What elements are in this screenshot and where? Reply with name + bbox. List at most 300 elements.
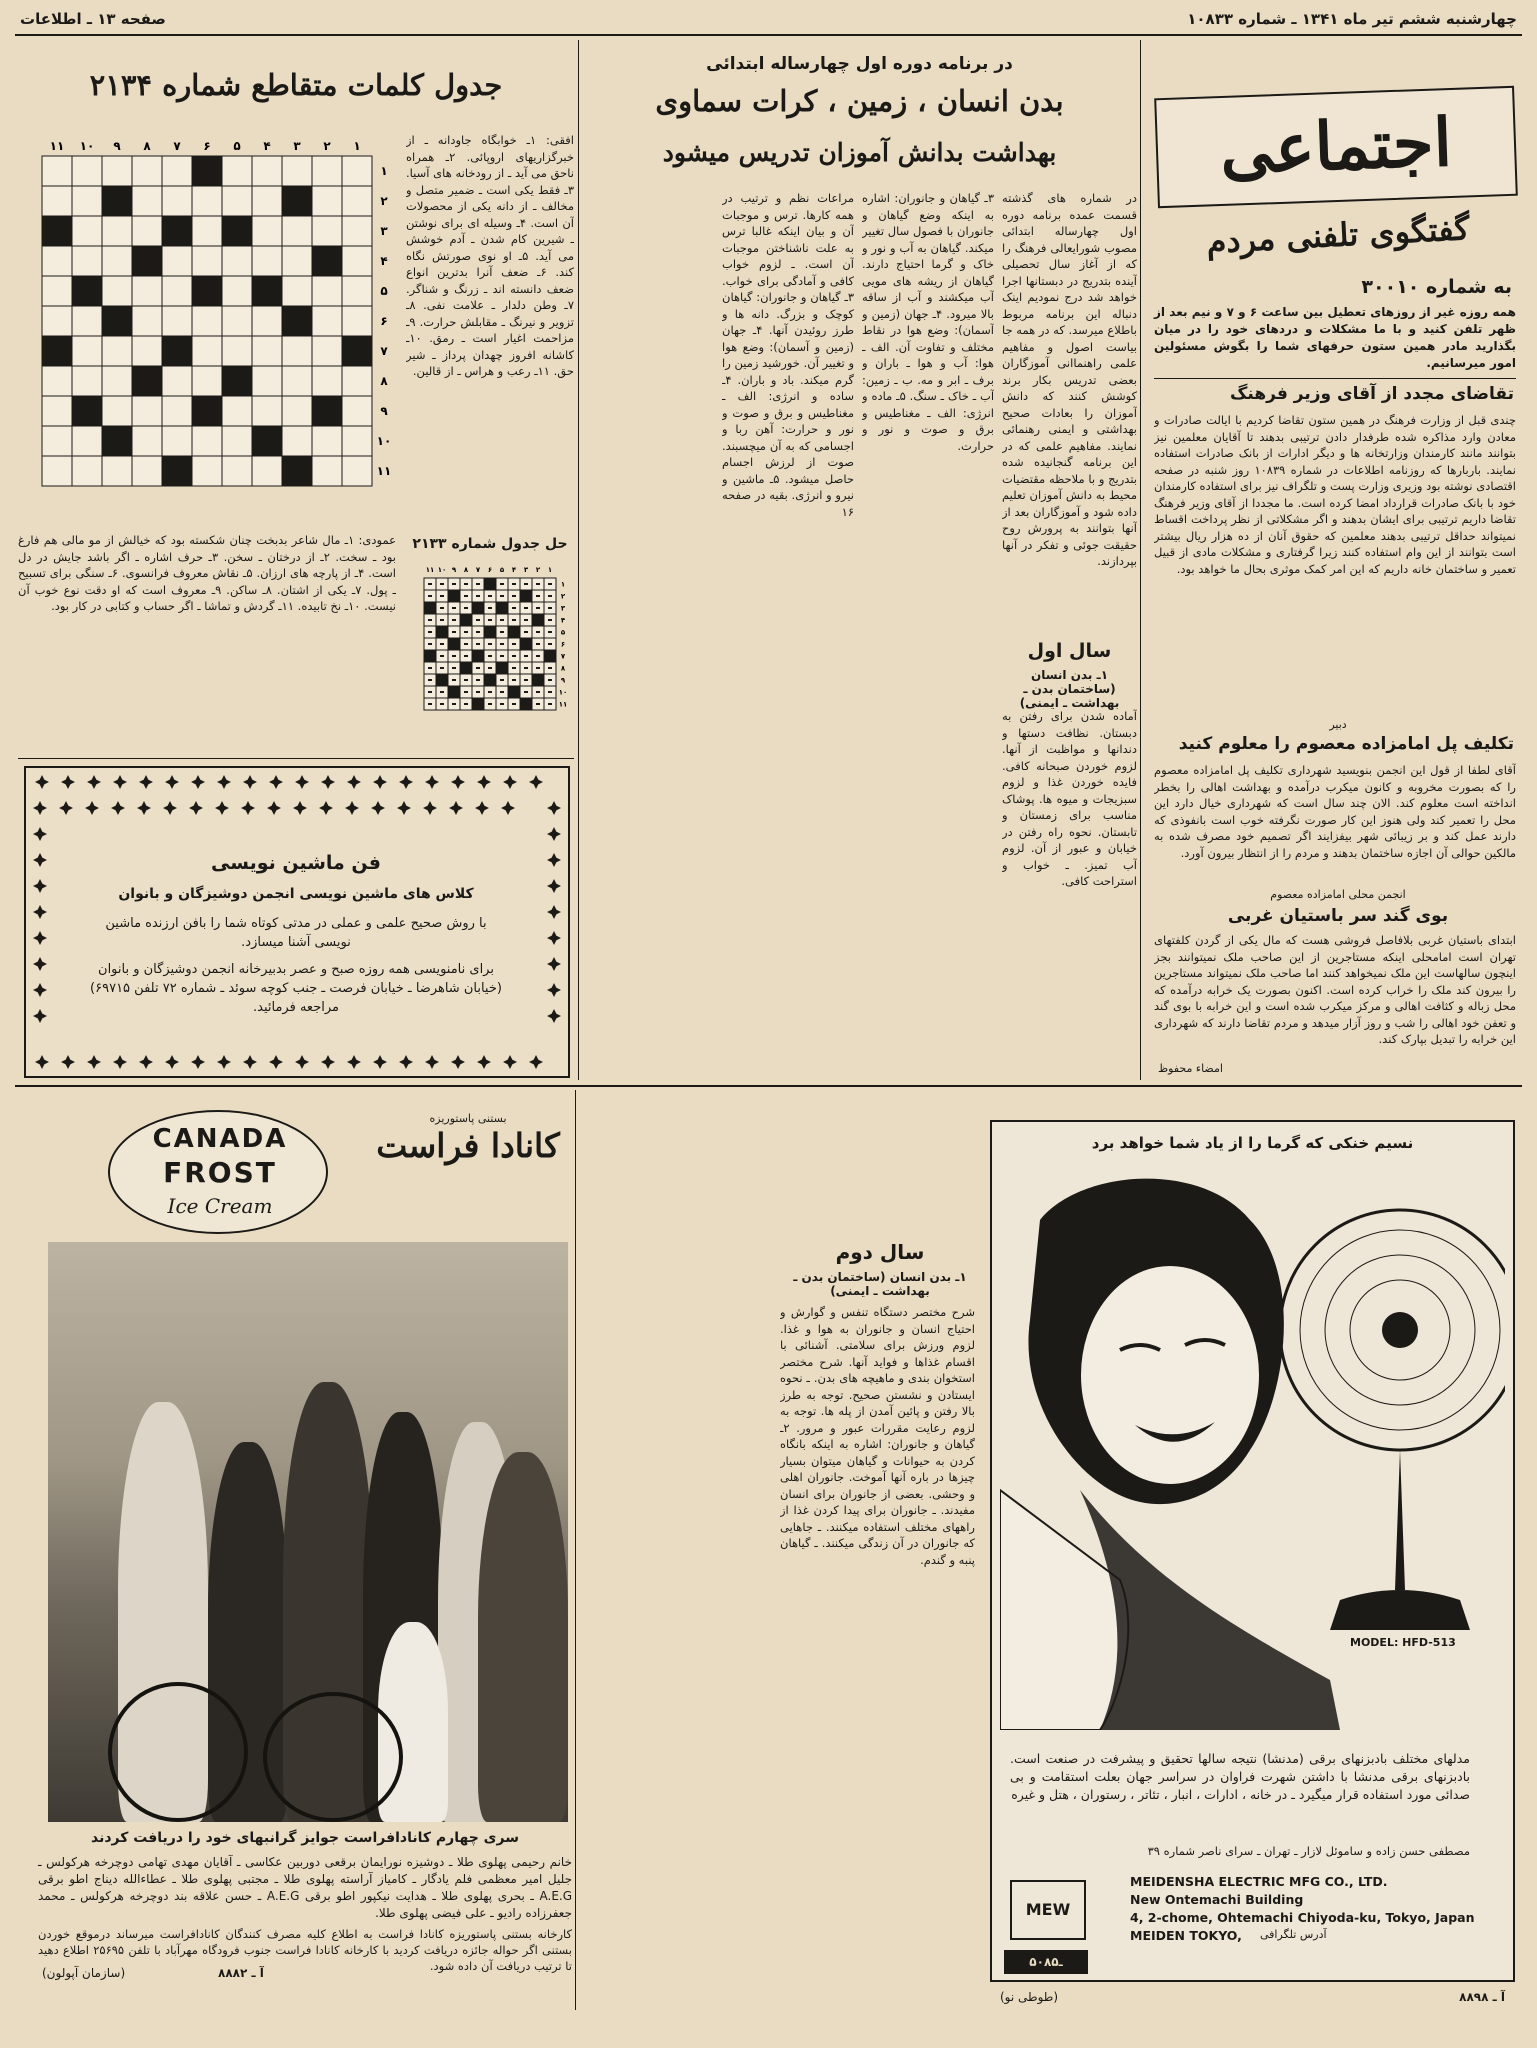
grid-column-number: ۶ xyxy=(487,566,493,574)
grid-row-number: ۴ xyxy=(380,254,388,268)
grid-row-number: ۵ xyxy=(380,284,388,298)
ornament-flower xyxy=(345,801,359,815)
typing-ad-line1: با روش صحیح علمی و عملی در مدتی کوتاه شما را بافن ارزنده ماشین نویسی آشنا میسازد. xyxy=(105,916,487,950)
grid-column-number: ۲ xyxy=(535,566,541,574)
ornament-flower xyxy=(547,801,561,815)
crossword-black-cell xyxy=(520,590,532,602)
ornament-flower xyxy=(243,1055,257,1069)
item3-body: ابتدای باستیان غربی بلافاصل فروشی هست که مال یکی از گردن کلفتهای تهران است امامحلی اینکه مستاجرین از این صاحب ملک نمیتوانند بجز اینچون سالهاست این ملک نمیخواهد کنند اما صاحب ملک نمیتواند مستاجرین را بیرون کند ملک را خراب کرده است. اکنون بصورت یک خرابه درآمده که محل زباله و کثافت اهالی و مرکز میکرب شده است و این خرابه با بوی گند و تعفن خود اهالی را شب و روز آزار میدهد و مردم تقاضا دارند که شهرداری این خرابه را تبدیل بپارک کند. xyxy=(1154,933,1516,1046)
brand-fa: کانادا فراست xyxy=(376,1126,560,1165)
fan-agency: (طوطی نو) xyxy=(1000,1990,1059,2004)
crossword-cell xyxy=(252,216,282,246)
grid-column-number: ۷ xyxy=(475,566,481,574)
year1-heading: سال اول xyxy=(1027,640,1112,662)
answer-letter-mark xyxy=(464,691,468,693)
ornament-flower xyxy=(87,775,101,789)
crossword-black-cell xyxy=(436,626,448,638)
crossword-black-cell xyxy=(72,396,102,426)
crossword-black-cell xyxy=(222,216,252,246)
ornament-flower xyxy=(503,1055,517,1069)
crossword-black-cell xyxy=(192,276,222,306)
answer-letter-mark xyxy=(512,607,516,609)
answer-letter-mark xyxy=(476,691,480,693)
answer-letter-mark xyxy=(452,607,456,609)
crossword-cell xyxy=(282,336,312,366)
crossword-black-cell xyxy=(424,650,436,662)
brand-en-1: CANADA xyxy=(152,1124,288,1154)
crossword-cell xyxy=(222,426,252,456)
crossword-black-cell xyxy=(448,686,460,698)
ornament-flower xyxy=(295,1055,309,1069)
crossword-cell xyxy=(72,306,102,336)
crossword-cell xyxy=(132,396,162,426)
ornament-flower xyxy=(35,1055,49,1069)
answer-letter-mark xyxy=(428,583,432,585)
crossword-cell xyxy=(102,336,132,366)
item1-title: تقاضای مجدد از آقای وزیر فرهنگ xyxy=(1230,384,1514,404)
answer-letter-mark xyxy=(488,667,492,669)
crossword-cell xyxy=(162,246,192,276)
crossword-black-cell xyxy=(252,426,282,456)
ornament-flower xyxy=(547,853,561,867)
typing-ad-line2: برای نامنویسی همه روزه صبح و عصر بدبیرخانه انجمن دوشیزگان و بانوان (خیابان شاهرضا ـ خیابان فرصت ـ جنب کوچه سوئد ـ شماره ۷۲ تلفن ۶۹۷۱۵) مراجعه فرمائید. xyxy=(90,962,502,1015)
fan-model: MODEL: HFD-513 xyxy=(1350,1636,1456,1649)
grid-column-number: ۱۱ xyxy=(49,139,65,153)
ornament-flower xyxy=(503,775,517,789)
ornament-flower xyxy=(243,775,257,789)
ornament-flower xyxy=(267,801,281,815)
answer-grid xyxy=(418,560,568,730)
crossword-cell xyxy=(132,276,162,306)
grid-row-number: ۱ xyxy=(560,580,566,589)
crossword-cell xyxy=(72,366,102,396)
crossword-cell xyxy=(342,456,372,486)
crossword-cell xyxy=(222,156,252,186)
ornament-flower xyxy=(547,957,561,971)
answer-letter-mark xyxy=(500,691,504,693)
grid-row-number: ۶ xyxy=(560,640,566,649)
crossword-cell xyxy=(72,216,102,246)
crossword-cell xyxy=(252,246,282,276)
crossword-black-cell xyxy=(496,662,508,674)
crossword-cell xyxy=(102,246,132,276)
ornament-flower xyxy=(33,931,47,945)
crossword-cell xyxy=(342,276,372,306)
crossword-cell xyxy=(222,306,252,336)
ornament-flower xyxy=(33,1009,47,1023)
answer-letter-mark xyxy=(488,607,492,609)
crossword-cell xyxy=(312,186,342,216)
answer-letter-mark xyxy=(512,679,516,681)
crossword-cell xyxy=(42,396,72,426)
crossword-cell xyxy=(192,186,222,216)
answer-letter-mark xyxy=(428,667,432,669)
crossword-cell xyxy=(72,156,102,186)
ornament-flower xyxy=(61,1055,75,1069)
meidensha-fan-ad[interactable] xyxy=(990,1120,1515,2010)
crossword-black-cell xyxy=(448,638,460,650)
canada-frost-ad[interactable] xyxy=(18,1090,572,2015)
grid-column-number: ۹ xyxy=(451,566,457,574)
prize-winners-photo xyxy=(48,1242,568,1822)
answer-letter-mark xyxy=(440,655,444,657)
article-col-e: شرح مختصر دستگاه تنفس و گوارش و احتیاج انسان و جانوران به هوا و غذا. لزوم ورزش برای سلامتی. آشنائی با اقسام غذاها و فواید آنها. شرح مختصر استخوان بندی و ماهیچه های بدن. ـ نحوه ایستادن و نشستن صحیح. توجه به طرز بالا رفتن و پائین آمدن از پله ها. توجه به لزوم رعایت مقررات عبور و مرور. ۲ـ گیاهان و جانوران: اشاره به اینکه بانگاه کردن به حیوانات و گیاهان میتوان بسیار چیزها در باره آنها آموخت. جانوران اهلی و وحشی. بعضی از جانوران برای انسان مفیدند. ـ جانوران برای پیدا کردن غذا از راههای مختلف استفاده میکنند. ـ جاهایی که جانوران در آن زندگی میکنند. ـ گیاهان پنبه و گندم. xyxy=(780,1305,975,1567)
ornament-flower xyxy=(319,801,333,815)
fan-agent: مصطفی حسن زاده و ساموئل لازار ـ تهران ـ سرای ناصر شماره ۳۹ xyxy=(1147,1844,1470,1858)
answer-letter-mark xyxy=(536,691,540,693)
answer-letter-mark xyxy=(548,691,552,693)
ornament-flower xyxy=(33,905,47,919)
ornament-flower xyxy=(425,1055,439,1069)
ornament-flower xyxy=(399,1055,413,1069)
crossword-cell xyxy=(312,336,342,366)
crossword-cell xyxy=(42,306,72,336)
answer-letter-mark xyxy=(464,607,468,609)
ornament-flower xyxy=(33,983,47,997)
crossword-cell xyxy=(342,216,372,246)
social-logo: اجتماعی xyxy=(1218,102,1454,190)
answer-letter-mark xyxy=(476,631,480,633)
grid-column-number: ۵ xyxy=(499,566,505,574)
answer-letter-mark xyxy=(476,619,480,621)
crossword-cell xyxy=(312,456,342,486)
crossword-cell xyxy=(222,246,252,276)
answer-letter-mark xyxy=(524,679,528,681)
answer-letter-mark xyxy=(536,595,540,597)
fan-address-1: New Ontemachi Building xyxy=(1130,1892,1304,1907)
crossword-cell xyxy=(252,396,282,426)
crossword-black-cell xyxy=(222,366,252,396)
ornament-flower xyxy=(547,879,561,893)
crossword-cell xyxy=(192,366,222,396)
crossword-black-cell xyxy=(192,396,222,426)
ornament-flower xyxy=(321,775,335,789)
crossword-horizontal-clues: افقی: ۱ـ خوابگاه جاودانه ـ از خبرگزاریهای اروپائی. ۲ـ همراه ناحق می آید ـ از رودخانه های آسیا. ۳ـ فقط یکی است ـ ضمیر متصل و مخالف ـ از دانه یکی از محصولات آن است. ۴ـ وسیله ای برای نوشتن ـ شیرین کام شدن ـ آدم خوشش می آید. ۵ـ او نوی صورتش نگاه کند. ۶ـ ضعف آنرا بدترین انواع ضعف دانسته اند ـ زرنگ و شناگر. ۷ـ وطن دلدار ـ علامت نفی. ۸ـ تزویر و نیرنگ ـ مقابلش حرارت. ۹ـ مزاحمت اغیار است ـ رمق. ۱۰ـ کاشانه افروز چهدان پرداز ـ شیر حق. ۱۱ـ رعب و هراس ـ از قالین. xyxy=(406,133,574,378)
answer-letter-mark xyxy=(500,703,504,705)
ornament-flower xyxy=(191,1055,205,1069)
answer-letter-mark xyxy=(548,619,552,621)
ornament-flower xyxy=(547,1009,561,1023)
grid-row-number: ۴ xyxy=(560,616,566,625)
article-col-b: ۳ـ گیاهان و جانوران: اشاره به اینکه وضع گیاهان و جانوران با فصول سال تغییر میکند. گیاهان به آب و نور و خاک و گرما احتیاج دارند. گیاهان از ریشه های مویی آب میکشند و آب از ساقه بالا میرود. ۴ـ جهان (زمین و آسمان): وضع هوا در نقاط مختلف و تفاوت آن. الف ـ هوا: آب و هوا ـ باران و برف ـ ابر و مه. ب ـ زمین: آب ـ خاک ـ سنگ. ۵ـ ماده و انرژی: الف ـ مغناطیس و برق و صوت و نور و حرارت. xyxy=(862,191,994,453)
answer-letter-mark xyxy=(464,643,468,645)
answer-title: حل جدول شماره ۲۱۳۳ xyxy=(412,536,568,552)
answer-letter-mark xyxy=(524,619,528,621)
crossword-cell xyxy=(342,156,372,186)
ornament-flower xyxy=(165,775,179,789)
grid-column-number: ۳ xyxy=(523,566,529,574)
answer-letter-mark xyxy=(512,595,516,597)
answer-letter-mark xyxy=(488,703,492,705)
crossword-cell xyxy=(342,246,372,276)
answer-letter-mark xyxy=(452,703,456,705)
answer-letter-mark xyxy=(488,595,492,597)
ornament-flower xyxy=(373,775,387,789)
answer-letter-mark xyxy=(428,595,432,597)
answer-letter-mark xyxy=(428,679,432,681)
brand-en-2: FROST xyxy=(163,1156,277,1189)
social-intro: همه روزه غیر از روزهای تعطیل بین ساعت ۶ و ۷ و نیم بعد از ظهر تلفن کنید و با ما مشکلات و دردهای خود را در میان بگذارید مادر همین ستون حرفهای شما را بگوش مسئولین امور میرسانیم. xyxy=(1154,305,1516,370)
fan-address-3: MEIDEN TOKYO, xyxy=(1130,1928,1242,1943)
ornament-flower xyxy=(529,1055,543,1069)
answer-letter-mark xyxy=(452,679,456,681)
answer-letter-mark xyxy=(464,679,468,681)
grid-row-number: ۱۱ xyxy=(558,700,568,709)
crossword-cell xyxy=(162,426,192,456)
fan-company: MEIDENSHA ELECTRIC MFG CO., LTD. xyxy=(1130,1874,1388,1889)
crossword-black-cell xyxy=(132,246,162,276)
crossword-cell xyxy=(192,216,222,246)
answer-letter-mark xyxy=(512,655,516,657)
crossword-cell xyxy=(162,276,192,306)
curriculum-article xyxy=(582,40,1137,1085)
crossword-black-cell xyxy=(472,602,484,614)
ornament-flower xyxy=(449,801,463,815)
crossword-cell xyxy=(282,426,312,456)
crossword-cell xyxy=(222,336,252,366)
crossword-black-cell xyxy=(472,650,484,662)
typing-ad-title: فن ماشین نویسی xyxy=(211,852,381,874)
grid-row-number: ۹ xyxy=(380,404,388,418)
social-column xyxy=(1148,40,1522,1085)
ornament-flower xyxy=(373,1055,387,1069)
article-title-1: بدن انسان ، زمین ، کرات سماوی xyxy=(655,84,1064,118)
answer-letter-mark xyxy=(548,679,552,681)
grid-row-number: ۳ xyxy=(560,604,566,613)
grid-row-number: ۸ xyxy=(560,664,566,673)
grid-column-number: ۸ xyxy=(143,139,151,153)
grid-row-number: ۸ xyxy=(380,374,388,388)
answer-letter-mark xyxy=(524,655,528,657)
crossword-cell xyxy=(102,456,132,486)
crossword-cell xyxy=(222,276,252,306)
crossword-cell xyxy=(72,336,102,366)
answer-letter-mark xyxy=(488,691,492,693)
crossword-cell xyxy=(252,456,282,486)
grid-row-number: ۵ xyxy=(560,628,566,637)
crossword-black-cell xyxy=(252,276,282,306)
divider xyxy=(1154,378,1516,379)
crossword-cell xyxy=(72,456,102,486)
answer-letter-mark xyxy=(512,583,516,585)
ornament-flower xyxy=(113,1055,127,1069)
grid-column-number: ۱ xyxy=(547,566,553,574)
answer-letter-mark xyxy=(440,607,444,609)
answer-letter-mark xyxy=(536,703,540,705)
ornament-flower xyxy=(425,775,439,789)
answer-letter-mark xyxy=(500,583,504,585)
crossword-cell xyxy=(342,306,372,336)
item2-body: آقای لطفا از قول این انجمن بنویسید شهرداری تکلیف پل امامزاده معصوم را که بصورت مخروبه و کانون میکرب درآمده و بهداشت اهالی را بخطر انداخته است معلوم کند. الان چند سال است که شهرداری خیال دارد این محل را تعمیر کند ولی هنوز این کار صورت نگرفته خوب است بانفوذی که دارند عمل کند و بر زیبائی شهر بیفزایند اگر تصمیم خود مصرف شده به مالکین حوالی آن اجازه ساختمان بدهند و مردم را از انتظار بیرون آورد. xyxy=(1154,763,1516,860)
answer-letter-mark xyxy=(464,583,468,585)
crossword-cell xyxy=(282,246,312,276)
grid-column-number: ۴ xyxy=(263,139,271,153)
crossword-black-cell xyxy=(532,674,544,686)
answer-letter-mark xyxy=(440,691,444,693)
article-col-a: در شماره های گذشته قسمت عمده برنامه دوره اول چهارساله ابتدائی مصوب شورایعالی فرهنگ را که از آغاز سال تحصیلی آینده بتدریج در دبستانها اجرا خواهد شد درج نمودیم اینک دنباله این برنامه مربوط باطلاع میرسد. که در همه جا بیاست اصول و مفاهیم علمی راهنماانی آموزگاران بعضی تدریس بکار برند کوشش کنند که دانش آموزان را بعادات صحیح بهداشتی و ایمنی رهنمائی نمایند. مفاهیم علمی که در این برنامه گنجانیده شده بتدریج و با ملاحظه مقتضیات محیط به دانش آموزان تعلیم داده شود و آموزگاران بعد از آنها بتوانند به پرورش روح حقیقت جوئی و تفکر در آنها بپردازند. xyxy=(1002,191,1137,568)
answer-letter-mark xyxy=(536,583,540,585)
answer-letter-mark xyxy=(524,607,528,609)
crossword-black-cell xyxy=(282,456,312,486)
answer-letter-mark xyxy=(500,679,504,681)
crossword-black-cell xyxy=(448,590,460,602)
year2-subheading: ۱ـ بدن انسان (ساختمان بدن ـ بهداشت ـ ایمنی) xyxy=(793,1270,967,1298)
ornament-flower xyxy=(111,801,125,815)
ornament-flower xyxy=(33,801,47,815)
crossword-black-cell xyxy=(102,426,132,456)
answer-letter-mark xyxy=(548,667,552,669)
ornament-flower xyxy=(451,1055,465,1069)
answer-letter-mark xyxy=(512,643,516,645)
crossword-cell xyxy=(132,336,162,366)
crossword-cell xyxy=(282,216,312,246)
answer-letter-mark xyxy=(476,583,480,585)
typing-school-ad[interactable] xyxy=(24,766,570,1078)
answer-letter-mark xyxy=(476,679,480,681)
ornament-flower xyxy=(33,853,47,867)
crossword-cell xyxy=(312,216,342,246)
year1-subheading: ۱ـ بدن انسان (ساختمان بدن ـ بهداشت ـ ایمنی) xyxy=(1019,668,1120,710)
grid-column-number: ۵ xyxy=(233,139,241,153)
ornament-flower xyxy=(529,775,543,789)
article-continuation xyxy=(580,1090,980,2015)
crossword-cell xyxy=(72,426,102,456)
grid-column-number: ۹ xyxy=(113,139,121,153)
crossword-cell xyxy=(132,156,162,186)
crossword-black-cell xyxy=(484,674,496,686)
crossword-cell xyxy=(342,396,372,426)
ornament-flower xyxy=(501,801,515,815)
answer-letter-mark xyxy=(428,703,432,705)
crossword-cell xyxy=(102,156,132,186)
ornament-flower xyxy=(547,983,561,997)
issue-date-header: چهارشنبه ششم تیر ماه ۱۳۴۱ ـ شماره ۱۰۸۳۳ xyxy=(1187,10,1517,28)
canada-frost-logo xyxy=(108,1110,328,1234)
answer-letter-mark xyxy=(464,655,468,657)
crossword-black-cell xyxy=(102,306,132,336)
crossword-cell xyxy=(252,366,282,396)
crossword-black-cell xyxy=(436,674,448,686)
phone-number-line: به شماره ۳۰۰۱۰ xyxy=(1361,276,1512,298)
canada-agency: (سازمان آپولون) xyxy=(42,1966,126,1980)
answer-letter-mark xyxy=(548,607,552,609)
crossword-grid[interactable] xyxy=(36,132,396,522)
answer-letter-mark xyxy=(428,631,432,633)
answer-letter-mark xyxy=(440,667,444,669)
crossword-cell xyxy=(132,306,162,336)
crossword-cell xyxy=(192,246,222,276)
ornament-flower xyxy=(397,801,411,815)
crossword-black-cell xyxy=(460,662,472,674)
fan-cable-label: آدرس تلگرافی xyxy=(1260,1928,1327,1941)
crossword-cell xyxy=(222,186,252,216)
crossword-cell xyxy=(72,246,102,276)
answer-letter-mark xyxy=(488,655,492,657)
crossword-cell xyxy=(282,366,312,396)
crossword-cell xyxy=(72,186,102,216)
grid-column-number: ۱۰ xyxy=(79,139,95,153)
crossword-cell xyxy=(312,156,342,186)
crossword-black-cell xyxy=(72,276,102,306)
article-col-c: مراعات نظم و ترتیب در همه کارها. ترس و موجبات آن و بیان اینکه غالبا ترس به علت ناشناختن موجبات آن است. ـ لزوم خواب کافی و آمادگی برای خواب. ۳ـ گیاهان و جانوران: گیاهان کوچک و بزرگ. دانه ها و طرز روئیدن آنها. ۴ـ جهان (زمین و آسمان): وضع هوا و تغییر آن. خورشید زمین را گرم میکند. باد و باران. ۴ـ ساده و انرژی: الف ـ مغناطیس و برق و صوت و نور و حرارت: آهن ربا و اجسامی که به آن میچسبند. صوت از لرزش اجسام حاصل میشود. ۵ـ ماشین و نیرو و انرژی. بقیه در صفحه ۱۶ xyxy=(722,191,854,519)
column-divider xyxy=(575,1090,576,2010)
answer-letter-mark xyxy=(464,595,468,597)
crossword-black-cell xyxy=(460,614,472,626)
ornament-flower xyxy=(269,1055,283,1069)
crossword-cell xyxy=(252,336,282,366)
crossword-black-cell xyxy=(162,456,192,486)
grid-column-number: ۲ xyxy=(323,139,331,153)
answer-letter-mark xyxy=(524,583,528,585)
grid-row-number: ۲ xyxy=(560,592,566,601)
ornament-flower xyxy=(139,1055,153,1069)
crossword-cell xyxy=(42,426,72,456)
item3-signature: امضاء محفوظ xyxy=(1158,1062,1223,1075)
answer-letter-mark xyxy=(428,619,432,621)
grid-column-number: ۸ xyxy=(463,566,469,574)
answer-letter-mark xyxy=(548,595,552,597)
ornament-flower xyxy=(477,775,491,789)
answer-letter-mark xyxy=(548,583,552,585)
crossword-cell xyxy=(282,276,312,306)
crossword-cell xyxy=(312,276,342,306)
ornament-flower xyxy=(399,775,413,789)
ornament-flower xyxy=(347,1055,361,1069)
ornament-flower xyxy=(241,801,255,815)
crossword-black-cell xyxy=(282,186,312,216)
article-kicker: در برنامه دوره اول چهارساله ابتدائی xyxy=(706,54,1013,74)
answer-letter-mark xyxy=(548,631,552,633)
ornament-flower xyxy=(423,801,437,815)
crossword-black-cell xyxy=(520,698,532,710)
answer-letter-mark xyxy=(500,631,504,633)
ornament-flower xyxy=(217,775,231,789)
answer-letter-mark xyxy=(536,607,540,609)
crossword-cell xyxy=(132,186,162,216)
crossword-cell xyxy=(312,366,342,396)
crossword-black-cell xyxy=(132,366,162,396)
crossword-black-cell xyxy=(508,686,520,698)
grid-row-number: ۹ xyxy=(560,676,566,685)
answer-letter-mark xyxy=(536,643,540,645)
crossword-black-cell xyxy=(484,578,496,590)
header-rule xyxy=(15,34,1522,36)
answer-letter-mark xyxy=(428,691,432,693)
grid-column-number: ۷ xyxy=(173,139,181,153)
grid-column-number: ۳ xyxy=(293,139,301,153)
crossword-cell xyxy=(312,426,342,456)
crossword-cell xyxy=(222,396,252,426)
social-logo-box xyxy=(1154,86,1518,208)
grid-row-number: ۲ xyxy=(380,194,388,208)
answer-grid-svg xyxy=(418,560,568,730)
answer-letter-mark xyxy=(500,643,504,645)
grid-row-number: ۱۰ xyxy=(376,434,392,448)
crossword-cell xyxy=(162,306,192,336)
crossword-cell xyxy=(42,276,72,306)
crossword-cell xyxy=(162,186,192,216)
answer-letter-mark xyxy=(488,619,492,621)
answer-letter-mark xyxy=(440,643,444,645)
ornament-flower xyxy=(33,827,47,841)
ornament-flower xyxy=(293,801,307,815)
item2-title: تکلیف پل امامزاده معصوم را معلوم کنید xyxy=(1178,734,1514,754)
answer-letter-mark xyxy=(464,703,468,705)
ornament-flower xyxy=(87,1055,101,1069)
crossword-black-cell xyxy=(102,186,132,216)
answer-letter-mark xyxy=(452,619,456,621)
ornament-flower xyxy=(33,957,47,971)
